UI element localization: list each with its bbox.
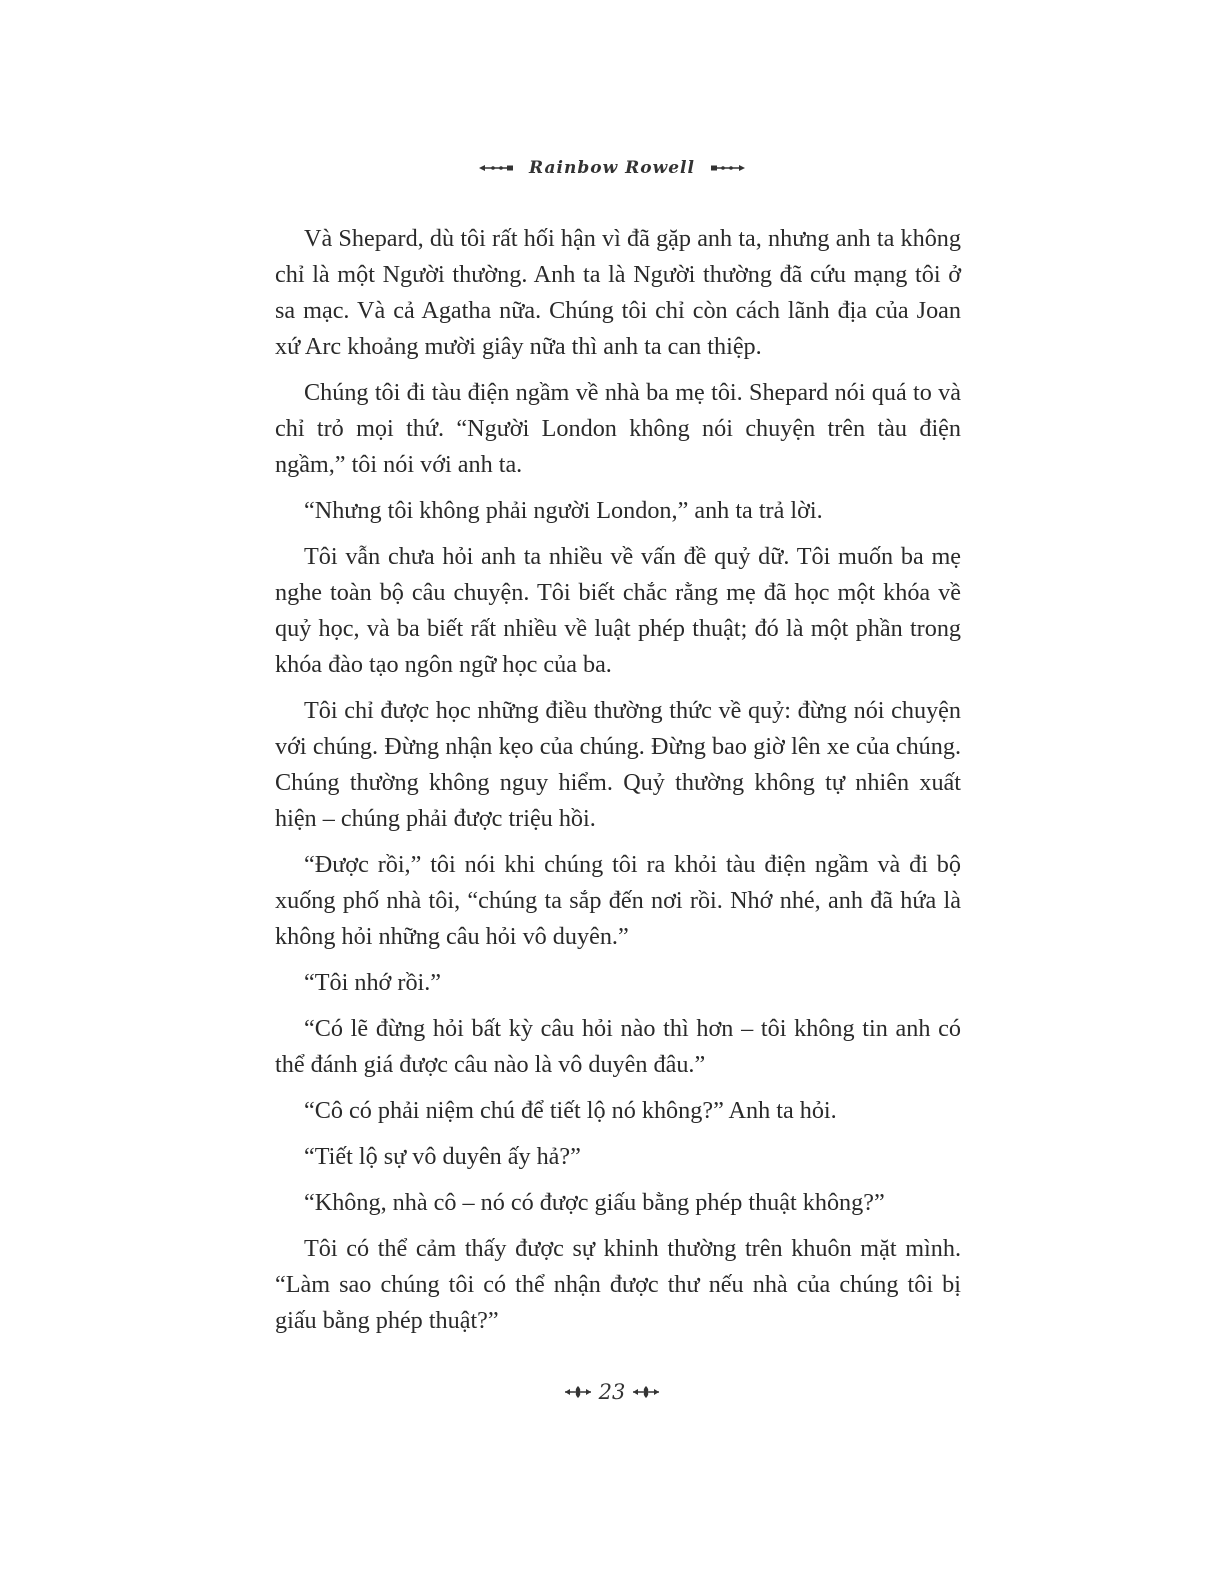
fleur-de-lis-icon: [565, 1385, 591, 1399]
arrow-ornament-icon: [479, 163, 515, 173]
paragraph: “Có lẽ đừng hỏi bất kỳ câu hỏi nào thì hơn – tôi không tin anh có thể đánh giá được câu nào là vô duyên đâu.”: [275, 1015, 961, 1078]
paragraph: “Không, nhà cô – nó có được giấu bằng phép thuật không?”: [304, 1189, 885, 1216]
arrow-ornament-icon: [709, 163, 745, 173]
paragraph: “Được rồi,” tôi nói khi chúng tôi ra khỏi tàu điện ngầm và đi bộ xuống phố nhà tôi, “chúng ta sắp đến nơi rồi. Nhớ nhé, anh đã hứa là không hỏi những câu hỏi vô duyên.”: [275, 851, 961, 950]
paragraph: Chúng tôi đi tàu điện ngầm về nhà ba mẹ tôi. Shepard nói quá to và chỉ trỏ mọi thứ. “Người London không nói chuyện trên tàu điện ngầm,” tôi nói với anh ta.: [275, 379, 961, 478]
paragraph: “Cô có phải niệm chú để tiết lộ nó không?” Anh ta hỏi.: [304, 1097, 837, 1124]
paragraph: “Nhưng tôi không phải người London,” anh ta trả lời.: [304, 497, 823, 524]
running-header: [0, 158, 1224, 178]
paragraph: Tôi có thể cảm thấy được sự khinh thường trên khuôn mặt mình. “Làm sao chúng tôi có thể nhận được thư nếu nhà của chúng tôi bị giấu bằng phép thuật?”: [275, 1235, 961, 1334]
body-text: [275, 221, 961, 1349]
page-number: 23: [598, 1380, 626, 1404]
paragraph: “Tiết lộ sự vô duyên ấy hả?”: [304, 1143, 581, 1170]
fleur-de-lis-icon: [633, 1385, 659, 1399]
page-footer: [0, 1380, 1224, 1404]
paragraph: Và Shepard, dù tôi rất hối hận vì đã gặp anh ta, nhưng anh ta không chỉ là một Người thường. Anh ta là Người thường đã cứu mạng tôi ở sa mạc. Và cả Agatha nữa. Chúng tôi chỉ còn cách lãnh địa của Joan xứ Arc khoảng mười giây nữa thì anh ta can thiệp.: [275, 225, 961, 360]
paragraph: “Tôi nhớ rồi.”: [304, 969, 442, 996]
running-header-author: Rainbow Rowell: [529, 158, 695, 178]
paragraph: Tôi chỉ được học những điều thường thức về quỷ: đừng nói chuyện với chúng. Đừng nhận kẹo của chúng. Đừng bao giờ lên xe của chúng. Chúng thường không nguy hiểm. Quỷ thường không tự nhiên xuất hiện – chúng phải được triệu hồi.: [275, 697, 961, 832]
paragraph: Tôi vẫn chưa hỏi anh ta nhiều về vấn đề quỷ dữ. Tôi muốn ba mẹ nghe toàn bộ câu chuyện. Tôi biết chắc rằng mẹ đã học một khóa về quỷ học, và ba biết rất nhiều về luật phép thuật; đó là một phần trong khóa đào tạo ngôn ngữ học của ba.: [275, 543, 961, 678]
